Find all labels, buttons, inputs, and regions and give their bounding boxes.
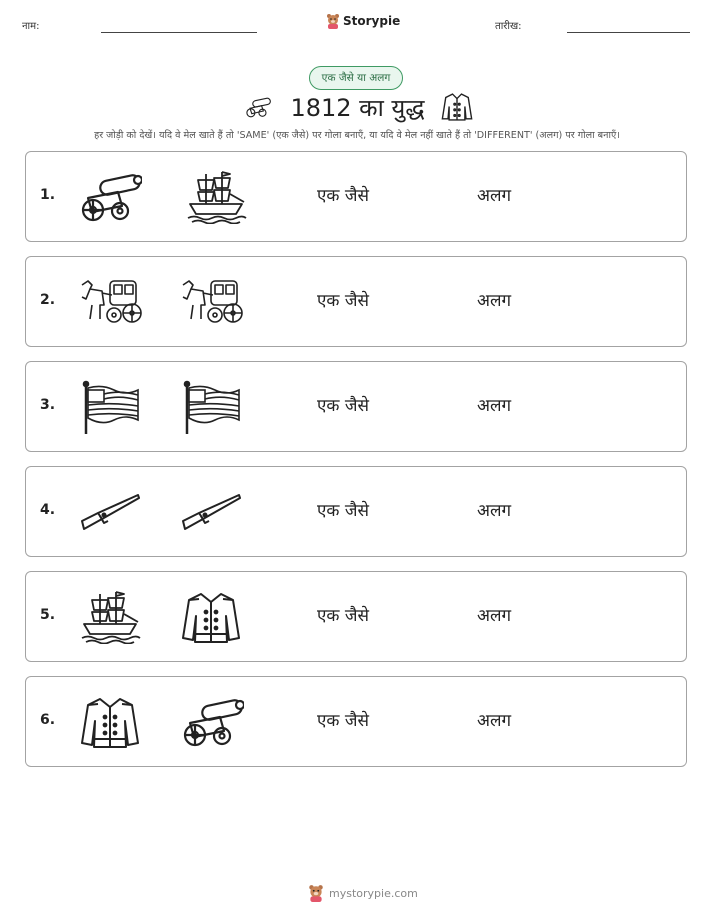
footer-site-link[interactable]: mystorypie.com [329, 886, 418, 900]
question-row-4 [25, 466, 687, 557]
brand-name: Storypie [343, 14, 401, 28]
same-option[interactable]: एक जैसे [317, 501, 369, 521]
different-option[interactable]: अलग [477, 396, 512, 416]
question-row-6 [25, 676, 687, 767]
question-row-5 [25, 571, 687, 662]
uniform-icon [179, 590, 243, 644]
bear-icon [326, 13, 340, 29]
question-row-2 [25, 256, 687, 347]
question-number: 3. [40, 397, 56, 413]
date-line[interactable] [567, 32, 690, 33]
question-number: 6. [40, 712, 56, 728]
cannon-icon [78, 170, 142, 224]
same-option[interactable]: एक जैसे [317, 711, 369, 731]
page-title: 1812 का युद्ध [290, 93, 425, 122]
same-option[interactable]: एक जैसे [317, 186, 369, 206]
musket-icon [78, 485, 142, 539]
carriage-icon [179, 275, 243, 329]
date-label: तारीख: [495, 21, 522, 32]
name-label: नाम: [22, 21, 40, 32]
flag-icon [80, 380, 144, 434]
bear-icon [308, 884, 324, 902]
different-option[interactable]: अलग [477, 291, 512, 311]
carriage-icon [78, 275, 142, 329]
title-row [240, 90, 475, 124]
cannon-icon [240, 95, 276, 119]
ship-icon [184, 170, 248, 224]
ship-icon [78, 590, 142, 644]
cannon-icon [180, 695, 244, 749]
footer [308, 884, 418, 902]
brand-logo [326, 13, 400, 29]
question-row-3 [25, 361, 687, 452]
question-row-1 [25, 151, 687, 242]
question-number: 5. [40, 607, 56, 623]
uniform-icon [78, 695, 142, 749]
name-line[interactable] [101, 32, 257, 33]
question-number: 4. [40, 502, 56, 518]
question-number: 1. [40, 187, 56, 203]
different-option[interactable]: अलग [477, 606, 512, 626]
same-option[interactable]: एक जैसे [317, 606, 369, 626]
question-number: 2. [40, 292, 56, 308]
same-option[interactable]: एक जैसे [317, 396, 369, 416]
musket-icon [179, 485, 243, 539]
different-option[interactable]: अलग [477, 501, 512, 521]
instructions: हर जोड़ी को देखें। यदि वे मेल खाते हैं तो 'SAME' (एक जैसे) पर गोला बनाएँ, या यदि वे मेल नहीं खाते हैं तो 'DIFFERENT' (अलग) पर गोला बनाएँ। [94, 130, 620, 141]
uniform-icon [439, 91, 475, 123]
different-option[interactable]: अलग [477, 186, 512, 206]
flag-icon [181, 380, 245, 434]
worksheet-type-badge: एक जैसे या अलग [309, 66, 403, 90]
different-option[interactable]: अलग [477, 711, 512, 731]
same-option[interactable]: एक जैसे [317, 291, 369, 311]
